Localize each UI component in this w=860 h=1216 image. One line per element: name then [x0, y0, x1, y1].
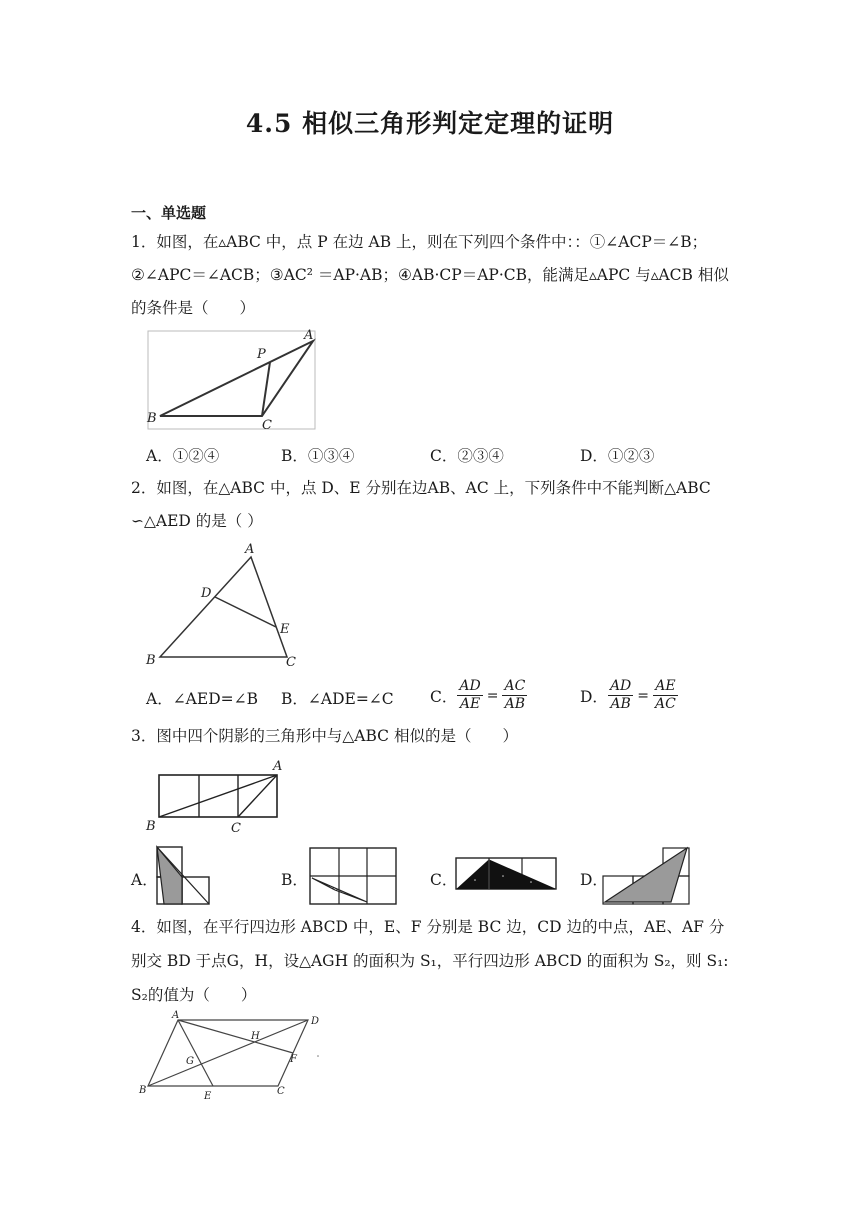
q2-option-c	[430, 678, 527, 713]
q1-option-c: C．②③④	[430, 447, 504, 465]
q2-line-2: ∽△AED 的是（ ）	[131, 512, 263, 530]
q2-option-c-den-2: AB	[504, 696, 526, 712]
q4-label-e: E	[204, 1091, 212, 1102]
q3-option-a-figure	[150, 842, 216, 908]
q2-label-d: D	[201, 586, 212, 601]
q4-line-1: 4．如图，在平行四边形 ABCD 中，E、F 分别是 BC 边，CD 边的中点，AE、AF 分	[131, 918, 725, 936]
q2-option-c-prefix: C．	[430, 687, 458, 706]
q4-segment-af	[178, 1020, 293, 1053]
q3-option-c-figure	[451, 852, 561, 894]
q4-line-3: S₂的值为（ ）	[131, 986, 257, 1004]
q2-option-c-num-2: AC	[504, 678, 526, 694]
q1-segment-pc	[262, 362, 270, 416]
q2-option-d-fraction-1	[608, 678, 633, 713]
q2-option-d-num-2: AE	[655, 678, 676, 694]
q1-label-b: B	[147, 411, 157, 426]
q1-option-b: B．①③④	[281, 447, 355, 465]
q3-c-black-triangle	[457, 860, 555, 889]
section-heading: 一、单选题	[131, 204, 207, 222]
q4-stray-dot	[317, 1055, 319, 1057]
q3-option-a-label: A．	[131, 871, 158, 889]
q4-label-h: H	[251, 1031, 260, 1042]
q3-grid-figure	[140, 756, 300, 836]
q2-label-e: E	[280, 622, 290, 637]
q2-option-d	[580, 678, 678, 713]
q2-option-d-equals: =	[637, 687, 650, 704]
q2-option-b: B．∠ADE=∠C	[281, 690, 394, 708]
q2-label-c: C	[286, 655, 296, 670]
q1-option-d: D．①②③	[580, 447, 655, 465]
q3-d-shaded-triangle	[605, 848, 687, 902]
q2-option-d-den-2: AC	[655, 696, 676, 712]
q2-label-b: B	[146, 653, 156, 668]
q1-label-p: P	[257, 347, 266, 362]
q3-c-speck-1	[474, 879, 476, 881]
q1-label-c: C	[262, 418, 272, 433]
q1-line-3: 的条件是（ ）	[131, 299, 256, 317]
q3-option-c-label: C．	[430, 871, 458, 889]
q4-label-b: B	[139, 1085, 147, 1096]
q4-parallelogram-figure	[130, 1008, 330, 1103]
q2-line-1: 2．如图，在△ABC 中，点 D、E 分别在边AB、AC 上，下列条件中不能判断△ABC	[131, 479, 711, 497]
q1-triangle-figure	[140, 325, 330, 435]
q2-option-c-num-1: AD	[459, 678, 481, 694]
q2-option-d-den-1: AB	[610, 696, 631, 712]
q3-option-b-label: B．	[281, 871, 308, 889]
q2-option-c-den-1: AE	[459, 696, 481, 712]
q3-label-c: C	[231, 821, 241, 836]
q3-line-1: 3．图中四个阴影的三角形中与△ABC 相似的是（ ）	[131, 727, 518, 745]
q4-line-2: 别交 BD 于点G，H，设△AGH 的面积为 S₁，平行四边形 ABCD 的面积为 S₂，则 S₁:	[131, 952, 729, 970]
q4-diagonal-bd	[148, 1020, 308, 1086]
q4-label-c: C	[277, 1086, 285, 1097]
q1-line-2: ②∠APC＝∠ACB；③AC² ＝AP·AB；④AB·CP＝AP·CB，能满足▵APC 与▵ACB 相似	[131, 266, 729, 284]
q1-triangle-abc	[160, 341, 313, 416]
q4-label-d: D	[311, 1016, 320, 1027]
q3-label-b: B	[146, 819, 156, 834]
q2-option-d-fraction-2	[653, 678, 678, 713]
q2-triangle-abc	[160, 557, 287, 657]
q4-segment-ae	[178, 1020, 213, 1086]
q3-option-d-label: D．	[580, 871, 608, 889]
q3-c-speck-2	[502, 875, 504, 877]
q3-option-d-figure	[600, 842, 696, 908]
q3-option-b-figure	[305, 842, 401, 908]
q1-label-a: A	[304, 328, 314, 343]
q2-label-a: A	[245, 542, 255, 557]
q2-option-d-num-1: AD	[609, 678, 632, 694]
q2-triangle-figure	[140, 540, 310, 670]
q4-label-a: A	[172, 1010, 180, 1021]
q2-option-c-equals: =	[486, 687, 499, 704]
q1-line-1: 1．如图，在▵ABC 中，点 P 在边 AB 上，则在下列四个条件中：：①∠ACP＝∠B；	[131, 233, 708, 251]
q4-label-g: G	[186, 1056, 194, 1067]
q2-option-c-fraction-2	[502, 678, 527, 713]
q2-option-a: A．∠AED=∠B	[146, 690, 258, 708]
q2-option-d-prefix: D．	[580, 687, 608, 706]
q3-a-shaded-triangle	[157, 847, 182, 904]
q1-option-a: A．①②④	[146, 447, 220, 465]
q2-option-c-fraction-1	[457, 678, 482, 713]
q4-label-f: F	[290, 1054, 297, 1065]
q3-c-speck-3	[530, 881, 532, 883]
page-title: 4.5 相似三角形判定定理的证明	[245, 109, 615, 138]
q3-label-a: A	[273, 759, 283, 774]
q3-segment-ba	[159, 775, 277, 817]
